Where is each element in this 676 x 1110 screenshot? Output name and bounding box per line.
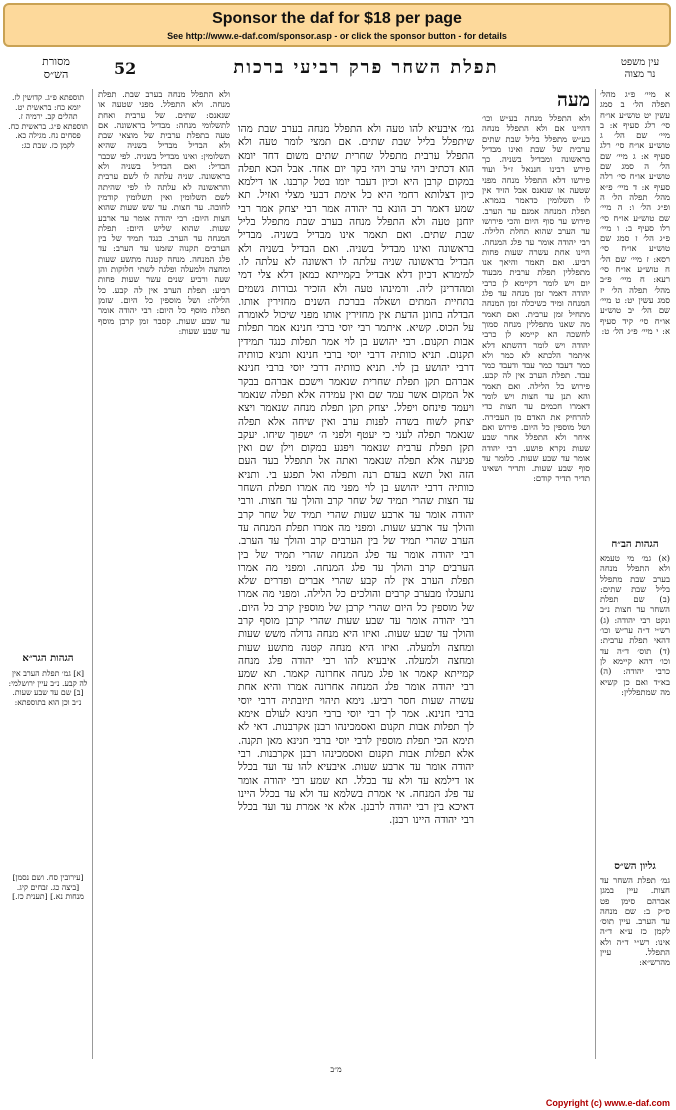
mesoret-label: מסורת הש״ס xyxy=(42,55,70,81)
gilyon-column xyxy=(600,875,670,1055)
talmud-page xyxy=(6,53,670,1093)
mesoret-notes-text: תוספתא פ״ג. קדושין לז. יומא כח: בראשית יט. תהלים קב. ירמיה ז. תוספתא פ״ג. בראשית כח. פסחים נח. מגילה כא. לקמן כז. שבת כג: xyxy=(8,93,88,150)
hagahot-habach-column xyxy=(600,553,670,853)
gilyon-text: גמ׳ תפלת השחר עד חצות. עיין במגן אברהם סימן פט ס״ק ב: שם מנחה עד הערב. עיין תוס׳ לקמן כז ע״א ד״ה אינו: רש״י ד״ה ולא התפלל. עיין מהרש״א: xyxy=(600,875,670,968)
divider-right xyxy=(595,89,596,1059)
hagahot-habach-text: (א) גמ׳ מי טעמא ולא התפלל מנחה בערב שבת מתפלל בליל שבת שתים: (ב) שם תפלת השחר עד חצות נ״ב ונקט רבי יהודה: (ג) רש״י ד״ה ער״ש וכו׳ דהאי תפלת ערבית: (ד) תוס׳ ד״ה עד וכו׳ דהא קיימא לן כרבי יהודה: (ה) בא״ד ואם כן קשיא מה שמתפללין: xyxy=(600,553,670,697)
rashi-column xyxy=(98,89,230,1059)
tosafot-column xyxy=(482,113,590,1059)
divider-left xyxy=(92,89,93,1059)
bottom-note: מ״ב xyxy=(330,1065,342,1074)
mesoret-bottom xyxy=(8,873,88,1043)
ein-mishpat-text: א מיי׳ פ״ג מהל׳ תפלה הל׳ ב סמג עשין יט טוש״ע או״ח סי׳ רלג סעיף א: ב מיי׳ שם הל׳ ג טוש״ע או״ח סי׳ רלג סעיף א: ג מיי׳ שם הל׳ ה סמג שם טוש״ע או״ח סי׳ רלה סעיף א: ד מיי׳ פ״א מהל׳ תפלה הל׳ ה ופ״ג הל׳ ו: ה מיי׳ שם טוש״ע או״ח סי׳ רלו סעיף ב: ו מיי׳ פ״ג הל׳ ז סמג שם טוש״ע או״ח סי׳ רסא: ז מיי׳ שם הל׳ ח טוש״ע או״ח סי׳ רעא: ח מיי׳ פ״ב מהל׳ תפלה הל׳ יז סמג עשין יט: ט מיי׳ שם הל׳ יב טוש״ע או״ח סי׳ קיד סעיף א: י מיי׳ פ״ג הל׳ ט: xyxy=(600,89,670,336)
ein-mishpat-label: עין משפט נר מצוה xyxy=(620,57,660,80)
mesoret-heading xyxy=(6,55,106,81)
hagahot-hagra-column xyxy=(8,669,88,849)
hagahot-habach-title: הגהות הב״ח xyxy=(611,539,659,550)
gemara-text: גמ׳ איבעיא להו טעה ולא התפלל מנחה בערב שבת מהו שיתפלל בליל שבת שתים. אם תמצי לומר טעה ולא התפלל ערבית מתפלל שחרית שתים משום דחד יומא הוא דכתיב ויהי ערב ויהי בקר יום אחד. אבל הכא תפלה במקום קרבן היא וכיון דעבר יומו בטל קרבנו. או דילמא כיון דצלותא רחמי היא כל אימת דבעי מצלי ואזיל. תא שמע דאמר רב הונא בר יהודה אמר רבי יצחק אמר רבי יוחנן טעה ולא התפלל מנחה בערב שבת מתפלל בליל שבת שתים. ואם תאמר אינו מבדיל בשניה. מבדיל בראשונה ואינו מבדיל בשניה. ואם הבדיל בשניה ולא הבדיל בראשונה שניה עלתה לו ראשונה לא עלתה לו. למימרא דכיון דלא אבדיל בקמייתא כמאן דלא צלי דמי ומהדרינן ליה. ורמינהו טעה ולא הזכיר גבורות גשמים בתחיית המתים ושאלה בברכת השנים מחזירין אותו. הבדלה בחונן הדעת אין מחזירין אותו מפני שיכול לאומרה על הכוס. קשיא. איתמר רבי יוסי ברבי חנינא אמר תפלות אבות תקנום. רבי יהושע בן לוי אמר תפלות כנגד תמידין תקנום. תניא כוותיה דרבי יוסי ברבי חנינא ותניא כוותיה דרבי יהושע בן לוי. תניא כוותיה דרבי יוסי ברבי חנינא אברהם תקן תפלת שחרית שנאמר וישכם אברהם בבקר אל המקום אשר עמד שם ואין עמידה אלא תפלה שנאמר ויעמד פינחס ויפלל. יצחק תקן תפלת מנחה שנאמר ויצא יצחק לשוח בשדה לפנות ערב ואין שיחה אלא תפלה שנאמר תפלה לעני כי יעטף ולפני ה׳ ישפוך שיחו. יעקב תקן תפלת ערבית שנאמר ויפגע במקום וילן שם ואין פגיעה אלא תפלה שנאמר ואתה אל תתפלל בעד העם הזה ואל תשא בעדם רנה ותפלה ואל תפגע בי. ותניא כוותיה דרבי יהושע בן לוי מפני מה אמרו תפלת השחר עד חצות שהרי תמיד של שחר קרב והולך עד חצות. ורבי יהודה אומר עד ארבע שעות שהרי תמיד של שחר קרב והולך עד ארבע שעות. ומפני מה אמרו תפלת המנחה עד הערב שהרי תמיד של בין הערבים קרב והולך עד הערב. רבי יהודה אומר עד פלג המנחה שהרי תמיד של בין הערבים קרב והולך עד פלג המנחה. ומפני מה אמרו תפלת הערב אין לה קבע שהרי אברים ופדרים שלא נתעכלו מבערב קרבים והולכים כל הלילה. ומפני מה אמרו של מוספין כל היום שהרי קרבן של מוספין קרב כל היום. רבי יהודה אומר עד שבע שעות שהרי קרבן מוסף קרב והולך עד שבע שעות. ואיזו היא מנחה גדולה משש שעות ומחצה ולמעלה. ואיזו היא מנחה קטנה מתשע שעות ומחצה ולמעלה. איבעיא להו רבי יהודה פלג מנחה קמייתא קאמר או פלג מנחה אחרונה קאמר. תא שמע רבי יהודה אומר פלג המנחה אחרונה אמרו והיא אחת עשרה שעות חסר רביע. נימא תיהוי תיובתיה דרבי יוסי ברבי חנינא. אמר לך רבי יוסי ברבי חנינא לעולם אימא לך תפלות אבות תקנום ואסמכינהו רבנן אקרבנות. דאי לא תימא הכי תפלת מוספין לרבי יוסי ברבי חנינא מאן תקנה. אלא תפלות אבות תקנום ואסמכינהו רבנן אקרבנות. רבי יהודה אומר עד ארבע שעות. איבעיא להו עד ועד בכלל או דילמא עד ולא עד בכלל. תא שמע רבי יהודה אומר עד פלג המנחה. אי אמרת בשלמא עד ולא עד בכלל היינו דאיכא בין רבי יהודה לרבנן. אלא אי אמרת עד ועד בכלל רבי יהודה היינו רבנן. xyxy=(238,123,474,827)
sponsor-subtitle: See http://www.e-daf.com/sponsor.asp - or click the sponsor button - for details xyxy=(167,31,507,41)
tosafot-text: ולא התפלל מנחה בע״ש וכו׳ דהיינו אם ולא התפלל מנחה בע״ש מתפלל בליל שבת שתים ערבית של שבת ואינו מבדיל בראשונה ומבדיל בשניה. כך פירש רבינו חננאל ז״ל ועוד פירשו דלא התפלל מנחה מפני שטעה או שנאנס אבל הזיד אין לו תשלומין כדאמר בגמרא. תפלת המנחה אמנם עד הערב. פירוש עד סוף היום והכי פירושו עד הערב שהוא תחלת הלילה. רבי יהודה אומר עד פלג המנחה. היינו אחת עשרה שעות פחות רביע. ואם תאמר והיאך אנו מתפללין תפלת ערבית מבעוד יום ויש לומר דקיימא לן כרבי יהודה דאמר זמן מנחה עד פלג המנחה ומיד כשיכלה זמן המנחה מתחיל זמן ערבית. ואם תאמר מה שאנו מתפללין מנחה סמוך לחשכה הא קיימא לן כרבי יהודה ויש לומר דהשתא דלא איתמר הלכתא לא כמר ולא כמר דעבד כמר עבד ודעבד כמר עבד. תפלת הערב אין לה קבע. פירוש כל הלילה. ואם תאמר והא תנן עד חצות ויש לומר דאמרו חכמים עד חצות כדי להרחיק את האדם מן העבירה. ושל מוספין כל היום. פירוש ואם איחר ולא התפלל אחר שבע שעות נקרא פושע. רבי יהודה אומר עד שבע שעות. כלומר עד סוף שבע שעות. ותדיר ושאינו תדיר תדיר קודם: xyxy=(482,113,590,484)
hagahot-hagra-text: [א] גמ׳ תפלת הערב אין לה קבע. נ״ב עיין ירושלמי: [ב] שם עד שבע שעות. נ״ב וכן הוא בתוספתא: xyxy=(8,669,88,707)
mesoret-bottom-text: [עירובין סח. ושם נסמן] [ביצה כג. זבחים קיג. מנחות נא.] [תענית כז.] xyxy=(12,873,84,901)
hagahot-hagra-title: הגהות הגר״א xyxy=(22,653,74,664)
page-number: 52 xyxy=(114,59,137,78)
mesoret-notes xyxy=(8,93,88,633)
copyright-footer[interactable]: Copyright (c) www.e-daf.com xyxy=(545,1098,670,1108)
sponsor-banner[interactable] xyxy=(3,3,671,47)
gemara-column xyxy=(238,123,474,913)
ein-mishpat-column xyxy=(600,89,670,529)
mishnah-opening: מעה xyxy=(557,89,590,111)
rashi-text: ולא התפלל מנחה בערב שבת. תפלת מנחה. ולא התפלל. מפני שטעה או שנאנס: שתים. של ערבית ואחת לתשלומי מנחה: מבדיל בראשונה. אם טעה בתפלת ערבית של מוצאי שבת ולא הבדיל מבדיל בשניה שהיא תשלומין: ואינו מבדיל בשניה. לפי שכבר הבדיל: ואם הבדיל בשניה ולא בראשונה. שניה עלתה לו לשם ערבית והראשונה לא עלתה לו לפי שהיתה לשם תשלומין ואין תשלומין קודמין לחובה. עד חצות. עד שש שעות שהוא חצות היום: רבי יהודה אומר עד ארבע שעות. שהוא שליש היום: תפלת המנחה עד הערב. כנגד תמיד של בין הערבים תקנוה שזמנו עד הערב: עד פלג המנחה. מנחה קטנה מתשע שעות ומחצה ולמעלה ופלגה לשתי חלוקות והן שעה ורביע שנים עשר שעות פחות רביע: תפלת הערב אין לה קבע. כל הלילה: ושל מוספין כל היום. שזמן תפלת מוסף כל היום: רבי יהודה אומר עד שבע שעות. קסבר זמן קרבן מוסף עד שבע שעות: xyxy=(98,89,230,336)
page-header xyxy=(6,53,670,87)
ein-mishpat-heading xyxy=(610,57,670,81)
gilyon-title: גליון הש״ס xyxy=(614,861,656,872)
sponsor-title[interactable]: Sponsor the daf for $18 per page xyxy=(212,10,462,27)
tractate-title: תפלת השחר פרק רביעי ברכות xyxy=(233,57,499,78)
